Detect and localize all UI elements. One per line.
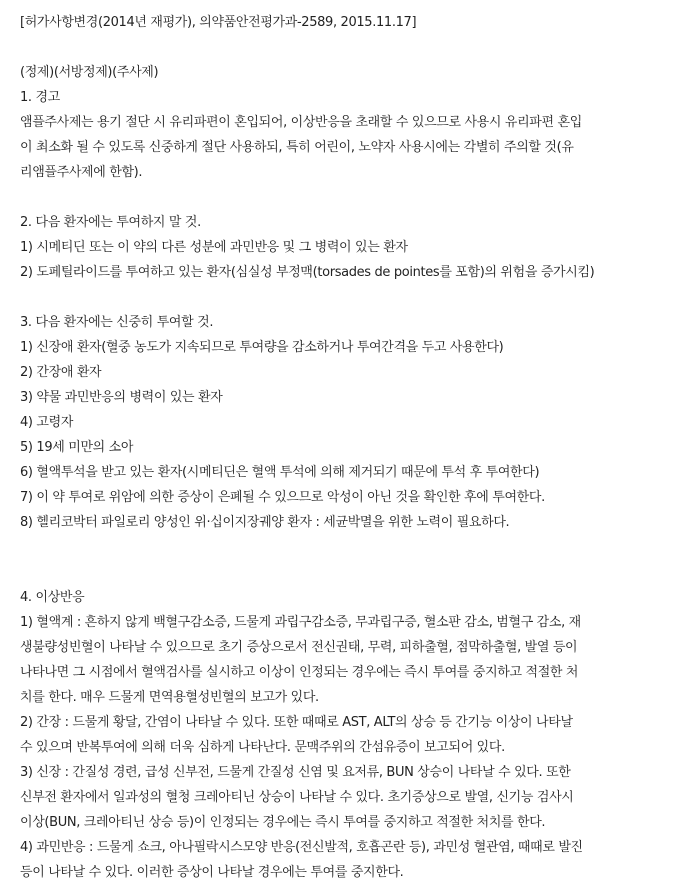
paragraph-line: 나타나면 그 시점에서 혈액검사를 실시하고 이상이 인정되는 경우에는 즉시 투여를 중지하고 적절한 처	[20, 665, 579, 680]
list-item: 2) 도페틸라이드를 투여하고 있는 환자(심실성 부정맥(torsades de pointes를 포함)의 위험을 증가시킴)	[20, 265, 595, 280]
paragraph-line: 치를 한다. 매우 드물게 면역용혈성빈혈의 보고가 있다.	[20, 690, 319, 705]
section-title: 4. 이상반응	[20, 590, 85, 605]
paragraph-line: 생불량성빈혈이 나타날 수 있으므로 초기 증상으로서 전신권태, 무력, 피하출혈, 점막하출혈, 발열 등이	[20, 640, 578, 655]
paragraph-line: 앰플주사제는 용기 절단 시 유리파편이 혼입되어, 이상반응을 초래할 수 있으므로 사용시 유리파편 혼입	[20, 115, 582, 130]
section-title: 3. 다음 환자에는 신중히 투여할 것.	[20, 315, 214, 330]
section-contraindications	[20, 210, 681, 285]
paragraph-line: 등이 나타날 수 있다. 이러한 증상이 나타날 경우에는 투여를 중지한다.	[20, 865, 404, 880]
paragraph-line: 1) 혈액계 : 흔하지 않게 백혈구감소증, 드물게 과립구감소증, 무과립구증, 혈소판 감소, 범혈구 감소, 재	[20, 615, 581, 630]
spacer	[20, 185, 681, 210]
section-title: 2. 다음 환자에는 투여하지 말 것.	[20, 215, 201, 230]
spacer	[20, 535, 681, 585]
spacer	[20, 285, 681, 310]
list-item: 7) 이 약 투여로 위암에 의한 증상이 은폐될 수 있으므로 악성이 아닌 것을 확인한 후에 투여한다.	[20, 490, 545, 505]
section-precautions	[20, 310, 681, 535]
paragraph-line: 3) 신장 : 간질성 경련, 급성 신부전, 드물게 간질성 신염 및 요저류, BUN 상승이 나타날 수 있다. 또한	[20, 765, 571, 780]
paragraph-line: 이 최소화 될 수 있도록 신중하게 절단 사용하되, 특히 어린이, 노약자 사용시에는 각별히 주의할 것(유	[20, 140, 574, 155]
revision-header: [허가사항변경(2014년 재평가), 의약품안전평가과-2589, 2015.11.17]	[20, 15, 417, 30]
list-item: 2) 간장애 환자	[20, 365, 102, 380]
list-item: 4) 고령자	[20, 415, 74, 430]
list-item: 6) 혈액투석을 받고 있는 환자(시메티딘은 혈액 투석에 의해 제거되기 때문에 투석 후 투여한다)	[20, 465, 540, 480]
list-item: 1) 신장애 환자(혈중 농도가 지속되므로 투여량을 감소하거나 투여간격을 두고 사용한다)	[20, 340, 504, 355]
list-item: 8) 헬리코박터 파일로리 양성인 위·십이지장궤양 환자 : 세균박멸을 위한 노력이 필요하다.	[20, 515, 510, 530]
spacer	[20, 35, 681, 60]
section-warning	[20, 85, 681, 185]
paragraph-line: 이상(BUN, 크레아티닌 상승 등)이 인정되는 경우에는 즉시 투여를 중지하고 적절한 처치를 한다.	[20, 815, 546, 830]
paragraph-line: 4) 과민반응 : 드물게 쇼크, 아나필락시스모양 반응(전신발적, 호흡곤란 등), 과민성 혈관염, 때때로 발진	[20, 840, 583, 855]
dosage-form-category: (정제)(서방정제)(주사제)	[20, 65, 159, 80]
paragraph-line: 2) 간장 : 드물게 황달, 간염이 나타날 수 있다. 또한 때때로 AST, ALT의 상승 등 간기능 이상이 나타날	[20, 715, 573, 730]
paragraph-line: 신부전 환자에서 일과성의 혈청 크레아티닌 상승이 나타날 수 있다. 초기증상으로 발열, 신기능 검사시	[20, 790, 574, 805]
section-title: 1. 경고	[20, 90, 60, 105]
paragraph-line: 리앰플주사제에 한함).	[20, 165, 143, 180]
list-item: 3) 약물 과민반응의 병력이 있는 환자	[20, 390, 223, 405]
list-item: 1) 시메티딘 또는 이 약의 다른 성분에 과민반응 및 그 병력이 있는 환자	[20, 240, 408, 255]
list-item: 5) 19세 미만의 소아	[20, 440, 134, 455]
paragraph-line: 수 있으며 반복투여에 의해 더욱 심하게 나타난다. 문맥주위의 간섬유증이 보고되어 있다.	[20, 740, 505, 755]
section-adverse-reactions	[20, 585, 681, 885]
